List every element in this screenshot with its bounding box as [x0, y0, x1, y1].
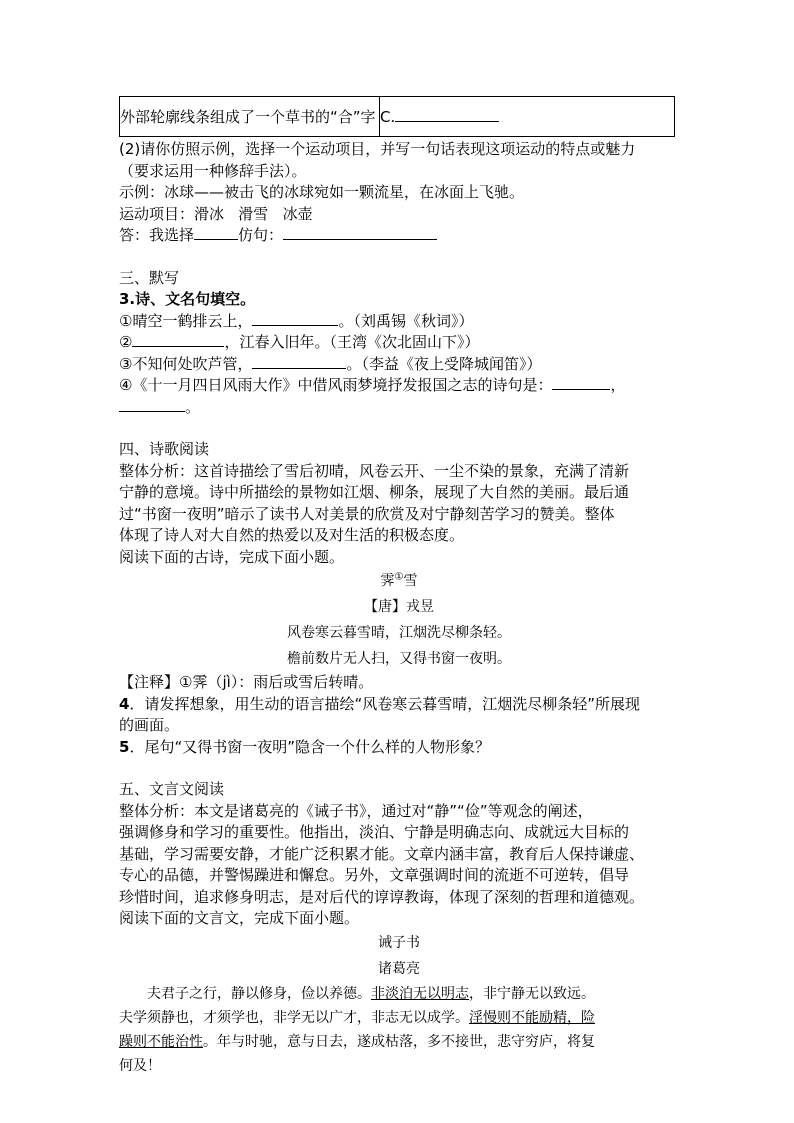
q3-item4-cont: [119, 397, 679, 419]
q3-item1-text: ①晴空一鹤排云上，: [119, 311, 253, 330]
poem-line-2: 檐前数片无人扫，又得书窗一夜明。: [287, 651, 511, 667]
prose-segment: 夫学须静也，才须学也，非学无以广才，非志无以成学。: [119, 1009, 469, 1026]
q2-prompt-line2: （要求运用一种修辞手法）。: [119, 161, 307, 180]
q2-answer-line: [119, 225, 679, 247]
q2-example: 示例：冰球——被击飞的冰球宛如一颗流星，在冰面上飞驰。: [119, 183, 525, 201]
q3-item4-text: ④《十一月四日风雨大作》中借风雨梦境抒发报国之志的诗句是：: [119, 376, 553, 394]
prose-analysis-line5: 珍惜时间，追求修身明志，是对后代的谆谆教诲，体现了深刻的哲理和道德观。: [119, 887, 645, 906]
table-row: [120, 97, 675, 137]
q3-item3-blank[interactable]: [252, 354, 346, 369]
q3-item3: [119, 354, 679, 376]
q3-item4-blank2[interactable]: [119, 397, 185, 412]
q3-item3-text: ③不知何处吹芦管，: [119, 354, 253, 373]
sport-choice-blank[interactable]: [194, 225, 238, 240]
answer-blank[interactable]: [395, 107, 499, 122]
prose-segment: 夫君子之行，静以修身，俭以养德。: [147, 985, 371, 1002]
q3-item1-blank[interactable]: [252, 311, 338, 326]
table-cell-description: 外部轮廓线条组成了一个草书的“合”字: [120, 97, 380, 137]
q3-prompt: 3.诗、文名句填空。: [119, 290, 256, 308]
q2-prompt-line1: (2)请你仿照示例，选择一个运动项目，并写一句话表现这项运动的特点或魅力: [119, 140, 636, 158]
table-cell-answer: [380, 97, 675, 137]
poem-note-marker: ①: [394, 571, 404, 583]
poem-title-char1: 霁: [380, 573, 395, 589]
prose-segment: ，非宁静无以致远。: [469, 985, 595, 1002]
prose-line3: [119, 1030, 679, 1054]
q5-text: ．尾句“又得书窗一夜明”隐含一个什么样的人物形象？: [129, 737, 490, 756]
prose-title: 诫子书: [378, 934, 420, 951]
note-text: ①霁（jì）：雨后或雪后转晴。: [179, 673, 374, 691]
poem-analysis-line3: 过“书窗一夜明”暗示了读书人对美景的欣赏及对宁静刻苦学习的赞美。整体: [119, 504, 615, 523]
underlined-sentence: 躁则不能治性: [119, 1033, 203, 1050]
imitation-sentence-blank[interactable]: [283, 225, 437, 240]
q3-item4: [119, 375, 679, 397]
poem-note: [119, 672, 679, 694]
underlined-sentence: 非淡泊无以明志: [371, 985, 469, 1002]
section4-heading: 四、诗歌阅读: [119, 440, 210, 458]
prose-author: 诸葛亮: [378, 960, 420, 977]
prose-line4: 何及！: [119, 1057, 161, 1074]
q3-item1-source: 。（刘禹锡《秋词》）: [338, 311, 474, 330]
document-content: [119, 96, 679, 1078]
prose-text: [119, 982, 679, 1078]
note-label: 【注释】: [119, 673, 180, 691]
q3-item2-text: ，江春入旧年。（王湾《次北固山下》）: [224, 333, 480, 351]
q3-item1: [119, 311, 679, 333]
q3-item2: [119, 332, 679, 354]
q5-line: [119, 737, 679, 759]
q4-line2: 的画面。: [119, 716, 180, 734]
q4-number: 4: [119, 694, 130, 713]
q2-sports-list: 运动项目：滑冰 滑雪 冰壶: [119, 204, 313, 223]
section3-heading: 三、默写: [119, 268, 180, 287]
poem-analysis-line4: 体现了诗人对大自然的热爱以及对生活的积极态度。: [119, 526, 465, 544]
q3-item2-blank[interactable]: [132, 332, 224, 347]
prose-instruction: 阅读下面的文言文，完成下面小题。: [119, 909, 360, 927]
option-c-label: C.: [380, 108, 396, 126]
prose-analysis-line2: 强调修身和学习的重要性。他指出，淡泊、宁静是明确志向、成就远大目标的: [119, 823, 630, 841]
q4-line1: [119, 694, 679, 716]
poem-analysis-line2: 宁静的意境。诗中所描绘的景物如江烟、柳条，展现了大自然的美丽。最后通: [119, 483, 630, 501]
prose-line1: [119, 982, 679, 1006]
q2-imitation-label: 仿句：: [238, 226, 284, 244]
prose-analysis-line1: 整体分析：本文是诸葛亮的《诫子书》，通过对“静”“俭”等观念的阐述，: [119, 801, 593, 820]
q3-item4-blank1[interactable]: [552, 375, 610, 390]
q3-item4-comma: ，: [610, 376, 626, 394]
underlined-sentence: 淫慢则不能励精，险: [469, 1009, 595, 1026]
prose-segment: 。年与时驰，意与日去，遂成枯落，多不接世，悲守穷庐，将复: [203, 1033, 595, 1050]
q4-text: ．请发挥想象，用生动的语言描绘“风卷寒云暮雪晴，江烟洗尽柳条轻”所展现: [129, 694, 640, 713]
poem-title: [119, 568, 679, 594]
poem-instruction: 阅读下面的古诗，完成下面小题。: [119, 547, 345, 566]
q3-item4-period: 。: [185, 397, 201, 416]
q3-item3-source: 。（李益《夜上受降城闻笛》）: [346, 354, 542, 373]
q3-item2-number: ②: [119, 333, 133, 351]
q2-answer-label: 答：我选择: [119, 226, 195, 244]
prose-analysis-line4: 专心的品德，并警惕躁进和懈怠。另外，文章强调时间的流逝不可逆转，倡导: [119, 866, 630, 884]
poem-line-1: 风卷寒云暮雪晴，江烟洗尽柳条轻。: [287, 625, 511, 641]
q5-number: 5: [119, 737, 130, 756]
prose-line2: [119, 1006, 679, 1030]
poem-analysis-line1: 整体分析：这首诗描绘了雪后初晴，风卷云开、一尘不染的景象，充满了清新: [119, 461, 630, 480]
answer-table: [119, 96, 675, 137]
poem-author: 【唐】戎昱: [364, 599, 434, 615]
prose-analysis-line3: 基础，学习需要安静，才能广泛积累才能。文章内涵丰富，教育后人保持谦虚、: [119, 844, 645, 863]
section5-heading: 五、文言文阅读: [119, 780, 225, 798]
poem-title-char2: 雪: [403, 573, 418, 589]
